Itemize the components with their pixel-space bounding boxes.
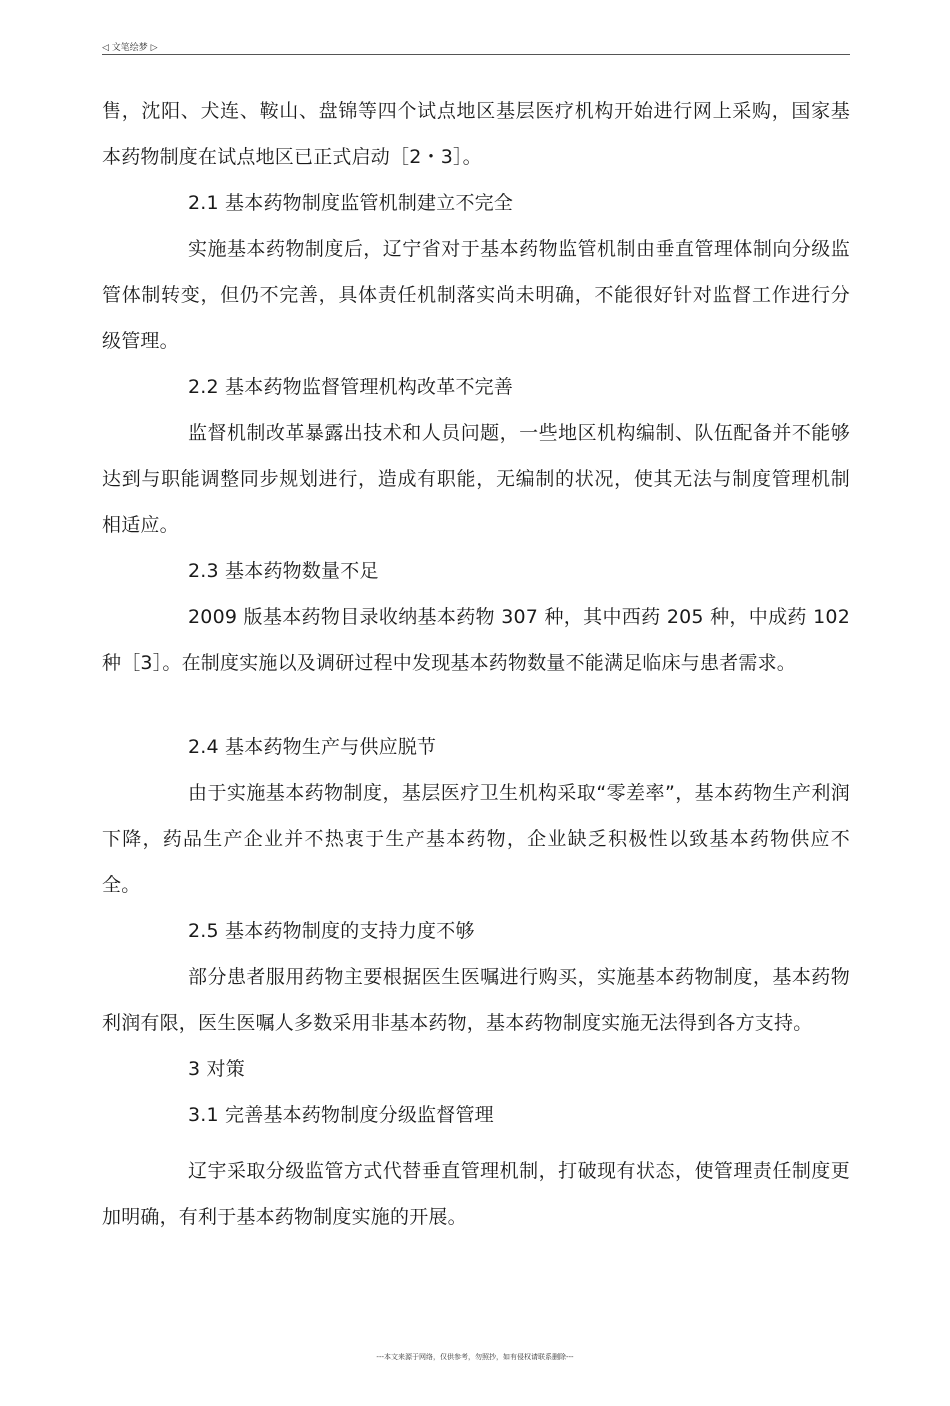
page-header: ◁ 文笔绘梦 ▷: [102, 43, 158, 53]
section-heading-2-3: 2.3 基本药物数量不足: [188, 560, 379, 582]
section-heading-2-2: 2.2 基本药物监督管理机构改革不完善: [188, 376, 514, 398]
section-heading-2-5: 2.5 基本药物制度的支持力度不够: [188, 920, 475, 942]
section-heading-3: 3 对策: [188, 1058, 245, 1080]
page-footer: ---本文来源于网络，仅供参考，勿照抄，如有侵权请联系删除---: [376, 1353, 574, 1361]
paragraph-continuation: 售，沈阳、犬连、鞍山、盘锦等四个试点地区基层医疗机构开始进行网上采购，国家基本药物制度在试点地区已正式启动［2・3］。: [102, 100, 850, 168]
document-body: [102, 88, 850, 1240]
paragraph-3-1: 辽宇采取分级监管方式代替垂直管理机制，打破现有状态，使管理责任制度更加明确，有利于基本药物制度实施的开展。: [102, 1160, 850, 1228]
section-heading-3-1: 3.1 完善基本药物制度分级监督管理: [188, 1104, 494, 1126]
header-divider: [102, 54, 850, 55]
paragraph-2-4: 由于实施基本药物制度，基层医疗卫生机构采取“零差率”，基本药物生产利润下降，药品生产企业并不热衷于生产基本药物，企业缺乏积极性以致基本药物供应不全。: [102, 782, 850, 896]
paragraph-2-5: 部分患者服用药物主要根据医生医嘱进行购买，实施基本药物制度，基本药物利润有限，医生医嘱人多数采用非基本药物，基本药物制度实施无法得到各方支持。: [102, 966, 850, 1034]
paragraph-2-3: 2009 版基本药物目录收纳基本药物 307 种，其中西药 205 种，中成药 102 种［3］。在制度实施以及调研过程中发现基本药物数量不能满足临床与患者需求。: [102, 606, 850, 674]
paragraph-2-2: 监督机制改革暴露出技术和人员问题，一些地区机构编制、队伍配备并不能够达到与职能调整同步规划进行，造成有职能，无编制的状况，使其无法与制度管理机制相适应。: [102, 422, 850, 536]
paragraph-2-1: 实施基本药物制度后，辽宁省对于基本药物监管机制由垂直管理体制向分级监管体制转变，但仍不完善，具体责任机制落实尚未明确，不能很好针对监督工作进行分级管理。: [102, 238, 850, 352]
section-heading-2-1: 2.1 基本药物制度监管机制建立不完全: [188, 192, 514, 214]
section-heading-2-4: 2.4 基本药物生产与供应脱节: [188, 736, 437, 758]
